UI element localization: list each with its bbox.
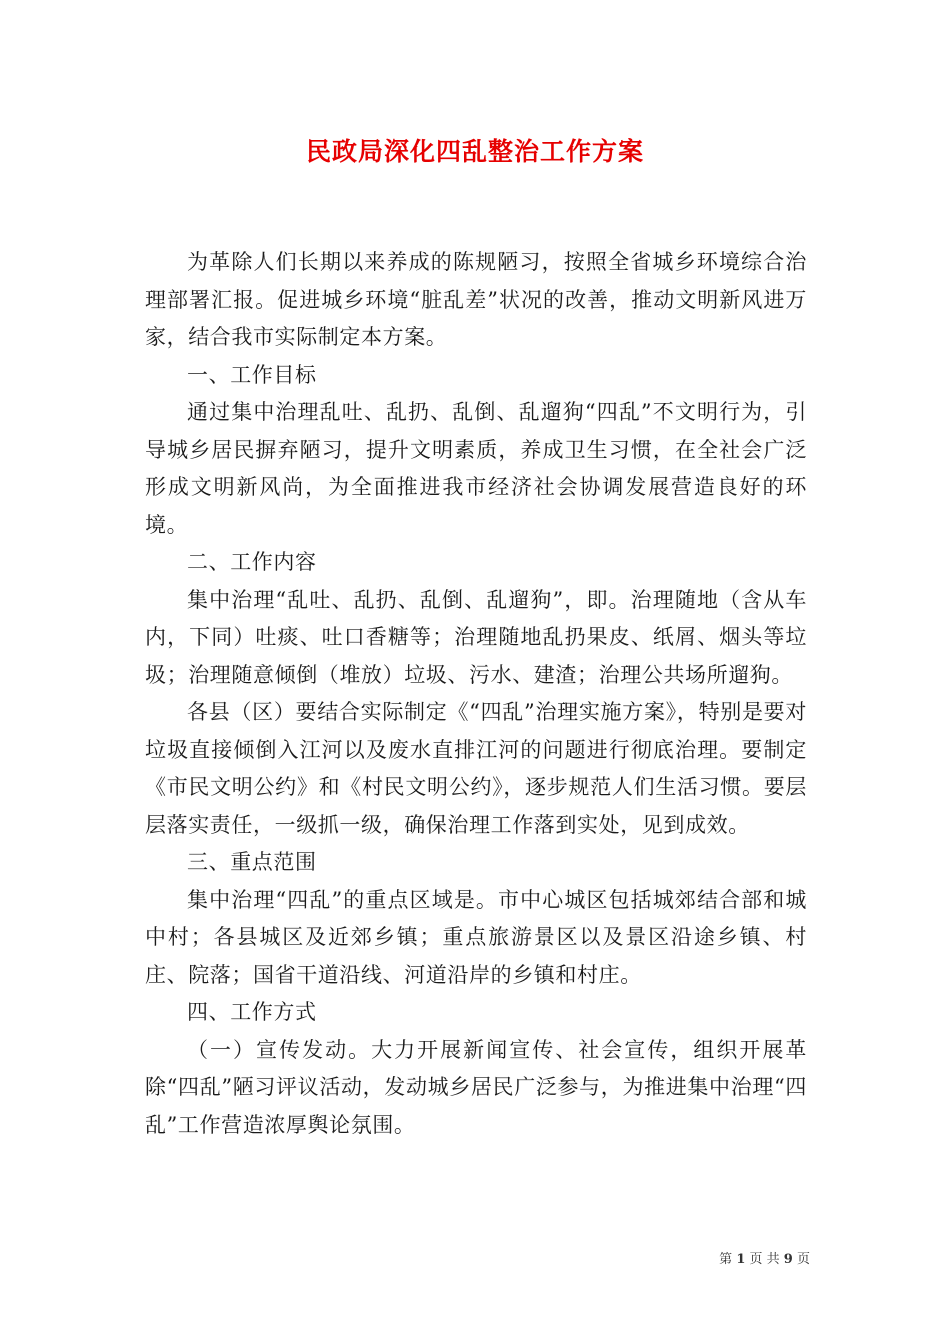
section-heading-methods: 四、工作方式: [187, 1000, 317, 1024]
footer-middle: 页 共: [749, 1252, 780, 1267]
footer-suffix: 页: [796, 1252, 810, 1267]
document-title: 民政局深化四乱整治工作方案: [305, 137, 644, 166]
document-body: [145, 244, 807, 1144]
content-paragraph: 集中治理“乱吐、乱扔、乱倒、乱遛狗”，即。治理随地（含从车内，下同）吐痰、吐口香糖等；治理随地乱扔果皮、纸屑、烟头等垃圾；治理随意倾倒（堆放）垃圾、污水、建渣；治理公共场所遛狗。: [145, 587, 807, 687]
section-heading-content: 二、工作内容: [187, 550, 317, 574]
section-heading-scope: 三、重点范围: [187, 850, 317, 874]
total-page-number: 9: [783, 1252, 793, 1267]
footer-prefix: 第: [719, 1252, 733, 1267]
county-requirements-paragraph: 各县（区）要结合实际制定《“四乱”治理实施方案》，特别是要对垃圾直接倾倒入江河以及废水直排江河的问题进行彻底治理。要制定《市民文明公约》和《村民文明公约》，逐步规范人们生活习惯。要层层落实责任，一级抓一级，确保治理工作落到实处，见到成效。: [145, 700, 807, 837]
goals-paragraph: 通过集中治理乱吐、乱扔、乱倒、乱遛狗“四乱”不文明行为，引导城乡居民摒弃陋习，提升文明素质，养成卫生习惯，在全社会广泛形成文明新风尚，为全面推进我市经济社会协调发展营造良好的环境。: [145, 400, 807, 537]
intro-paragraph: 为革除人们长期以来养成的陈规陋习，按照全省城乡环境综合治理部署汇报。促进城乡环境“脏乱差”状况的改善，推动文明新风进万家，结合我市实际制定本方案。: [145, 250, 807, 349]
current-page-number: 1: [736, 1252, 746, 1267]
section-heading-goals: 一、工作目标: [187, 362, 317, 387]
page-number-footer: [719, 1248, 810, 1267]
scope-paragraph: 集中治理“四乱”的重点区域是。市中心城区包括城郊结合部和城中村；各县城区及近郊乡镇；重点旅游景区以及景区沿途乡镇、村庄、院落；国省干道沿线、河道沿岸的乡镇和村庄。: [145, 887, 807, 987]
publicity-paragraph: （一）宣传发动。大力开展新闻宣传、社会宣传，组织开展革除“四乱”陋习评议活动，发动城乡居民广泛参与，为推进集中治理“四乱”工作营造浓厚舆论氛围。: [145, 1037, 807, 1137]
